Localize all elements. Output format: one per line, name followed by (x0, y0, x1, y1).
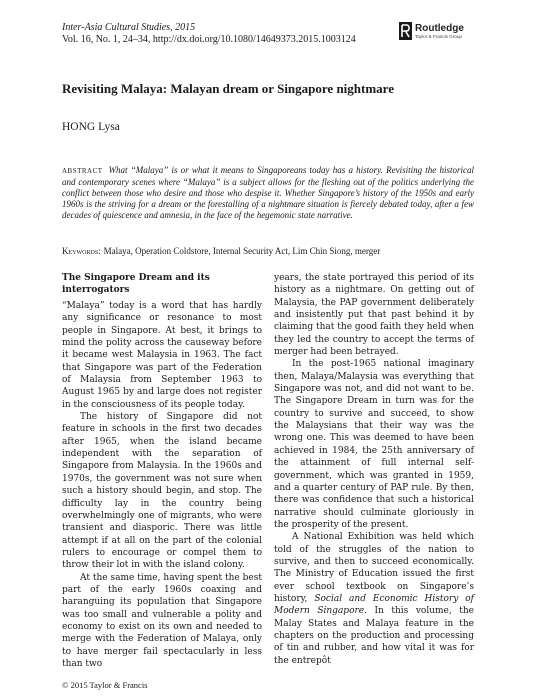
abstract-label: ABSTRACT (62, 167, 103, 175)
body-paragraph: years, the state portrayed this period of its history as a nightmare. On getting out of Malaysia, the PAP government deliberately and insistently put that past behind it by claiming that the good faith they held when they led the country to accept the terms of merger had been betrayed. (274, 273, 474, 358)
keywords (62, 246, 482, 257)
body-text: A National Exhibition was held which told of the struggles of the nation to survive, and then to succeed economically. The Ministry of Education issued the first ever school textbook on Singapore’s history, (274, 532, 474, 604)
body-paragraph: “Malaya” today is a word that has hardly any significance or resonance to most people in Singapore. At best, it brings to mind the polity across the causeway before it became west Malaysia in 1963. The fact that Singapore was part of the Federation of Malaysia from September 1963 to August 1965 by and large does not register in the consciousness of its people today. (62, 301, 262, 410)
body-text: . In this volume, the Malay States and Malaya feature in the chapters on the production and processing of tin and rubber, and how vital it was for the entrepôt (274, 606, 474, 666)
routledge-r-icon (399, 22, 412, 40)
body-paragraph: At the same time, having spent the best part of the early 1960s coaxing and haranguing its population that Singapore was too small and vulnerable a polity and economy to exist on its own and needed to merge with the Federation of Malaya, only to have merger fail spectacularly in less than two (62, 572, 262, 669)
journal-name: Inter-Asia Cultural Studies, 2015 (62, 22, 196, 33)
volume-doi-line: Vol. 16, No. 1, 24–34, http://dx.doi.org/10.1080/14649373.2015.1003124 (62, 34, 356, 45)
body-paragraph: In the post-1965 national imaginary then, Malaya/Malaysia was everything that Singapore was not, and did not want to be. The Singapore Dream in turn was for the country to survive and succeed, to show the Malaysians that their way was the wrong one. This was deemed to have been achieved in 1984, the 25th anniversary of the attainment of full internal self-government, which was granted in 1959, and a quarter century of PAP rule. By then, there was confidence that such a historical narrative should culminate gloriously in the prosperity of the present. (274, 359, 474, 530)
left-column (62, 272, 262, 670)
section-heading: The Singapore Dream and its interrogators (62, 273, 210, 295)
abstract-text: What “Malaya” is or what it means to Singaporeans today has a history. Revisiting the historical and contemporary scenes where “Malaya” is a subject allows for the fleshing out of the politics underlying the conflict between those who desire and those who despise it. Whether Singapore’s history of the 1950s and early 1960s is the striving for a dream or the forestalling of a nightmare situation is fiercely debated today, after a few decades of quiescence and amnesia, in the face of the hegemonic state narrative. (62, 165, 474, 220)
right-column (274, 272, 474, 667)
body-paragraph: The history of Singapore did not feature in schools in the first two decades after 1965, when the island became independent with the separation of Singapore from Malaysia. In the 1960s and 1970s, the government was not sure when such a history should begin, and stop. The difficulty lay in the country being overwhelmingly one of migrants, who were transient and diasporic. There was little attempt if at all on the part of the colonial rulers to encourage or compel them to throw their lot in with the island colony. (62, 412, 262, 571)
abstract (62, 165, 474, 221)
publisher-tagline: Taylor & Francis Group (415, 34, 462, 39)
keywords-text: Malaya, Operation Coldstore, Internal Security Act, Lim Chin Siong, merger (103, 246, 381, 256)
publisher-brand: Routledge (415, 23, 464, 34)
body-paragraph (274, 531, 474, 667)
keywords-label: Keywords: (62, 246, 101, 256)
copyright-footer: © 2015 Taylor & Francis (62, 680, 148, 690)
article-title: Revisiting Malaya: Malayan dream or Singapore nightmare (62, 81, 394, 96)
article-author: HONG Lysa (62, 121, 120, 133)
publisher-logo (399, 22, 479, 44)
book-title: Social and Economic History of Modern Singapore (274, 593, 474, 617)
